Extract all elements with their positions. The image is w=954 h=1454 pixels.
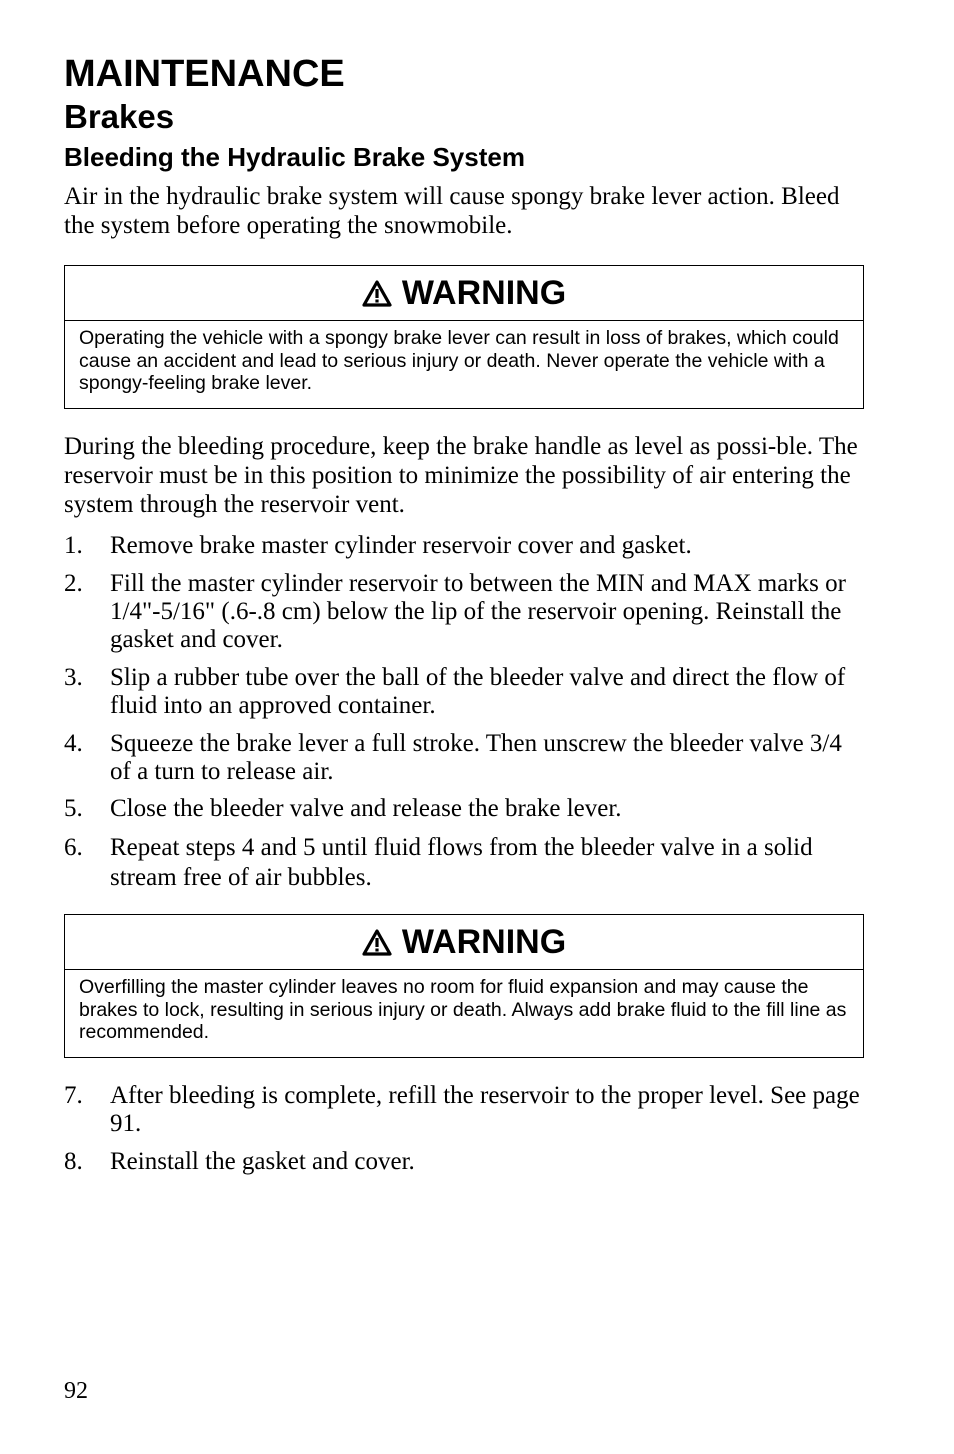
procedure-intro: During the bleeding procedure, keep the brake handle as level as possi-ble. The reservoir must be in this position to minimize the possibility of air entering the system through the reservoir vent. — [64, 433, 858, 518]
step-number: 4. — [64, 730, 83, 757]
subsection-title: Brakes — [64, 98, 175, 135]
warning-box-1 — [64, 265, 864, 409]
step-number: 1. — [64, 532, 83, 559]
warning-title: WARNING — [401, 273, 567, 312]
section-title: MAINTENANCE — [64, 53, 345, 95]
step-number: 7. — [64, 1082, 83, 1109]
step-text: Repeat steps 4 and 5 until fluid flows from the bleeder valve in a solid stream free of air bubbles. — [110, 834, 813, 891]
step-text: Slip a rubber tube over the ball of the bleeder valve and direct the flow of fluid into an approved container. — [110, 664, 846, 719]
warning-text: Overfilling the master cylinder leaves no room for fluid expansion and may cause the brakes to lock, resulting in serious injury or death. Always add brake fluid to the fill line as recommended. — [79, 976, 847, 1043]
list-item — [64, 1082, 864, 1148]
warning-title: WARNING — [401, 922, 567, 961]
warning-header — [65, 915, 863, 970]
step-number: 6. — [64, 834, 83, 861]
page-number: 92 — [64, 1378, 88, 1404]
step-text: Squeeze the brake lever a full stroke. Then unscrew the bleeder valve 3/4 of a turn to release air. — [110, 730, 842, 785]
step-text: Close the bleeder valve and release the brake lever. — [110, 795, 622, 822]
step-number: 8. — [64, 1148, 83, 1175]
list-item — [64, 570, 864, 664]
step-text: Remove brake master cylinder reservoir cover and gasket. — [110, 532, 692, 559]
step-number: 3. — [64, 664, 83, 691]
warning-header — [65, 266, 863, 321]
step-text: Fill the master cylinder reservoir to between the MIN and MAX marks or 1/4"-5/16" (.6-.8 cm) below the lip of the reservoir opening. Reinstall the gasket and cover. — [110, 570, 846, 653]
list-item — [64, 833, 864, 893]
step-number: 5. — [64, 795, 83, 822]
topic-heading: Bleeding the Hydraulic Brake System — [64, 142, 525, 172]
list-item — [64, 664, 864, 730]
steps-list-b — [64, 1082, 864, 1186]
step-text: After bleeding is complete, refill the reservoir to the proper level. See page 91. — [110, 1082, 860, 1137]
step-text: Reinstall the gasket and cover. — [110, 1148, 415, 1175]
list-item — [64, 730, 864, 795]
intro-paragraph: Air in the hydraulic brake system will cause spongy brake lever action. Bleed the system before operating the snowmobile. — [64, 183, 840, 239]
list-item — [64, 795, 864, 833]
warning-box-2 — [64, 914, 864, 1058]
warning-triangle-icon — [362, 280, 392, 307]
warning-text: Operating the vehicle with a spongy brake lever can result in loss of brakes, which could cause an accident and lead to serious injury or death. Never operate the vehicle with a spongy-feeling brake lever. — [79, 327, 839, 394]
list-item — [64, 532, 864, 570]
list-item — [64, 1148, 864, 1186]
warning-triangle-icon — [362, 929, 392, 956]
step-number: 2. — [64, 570, 83, 597]
steps-list-a — [64, 532, 864, 893]
